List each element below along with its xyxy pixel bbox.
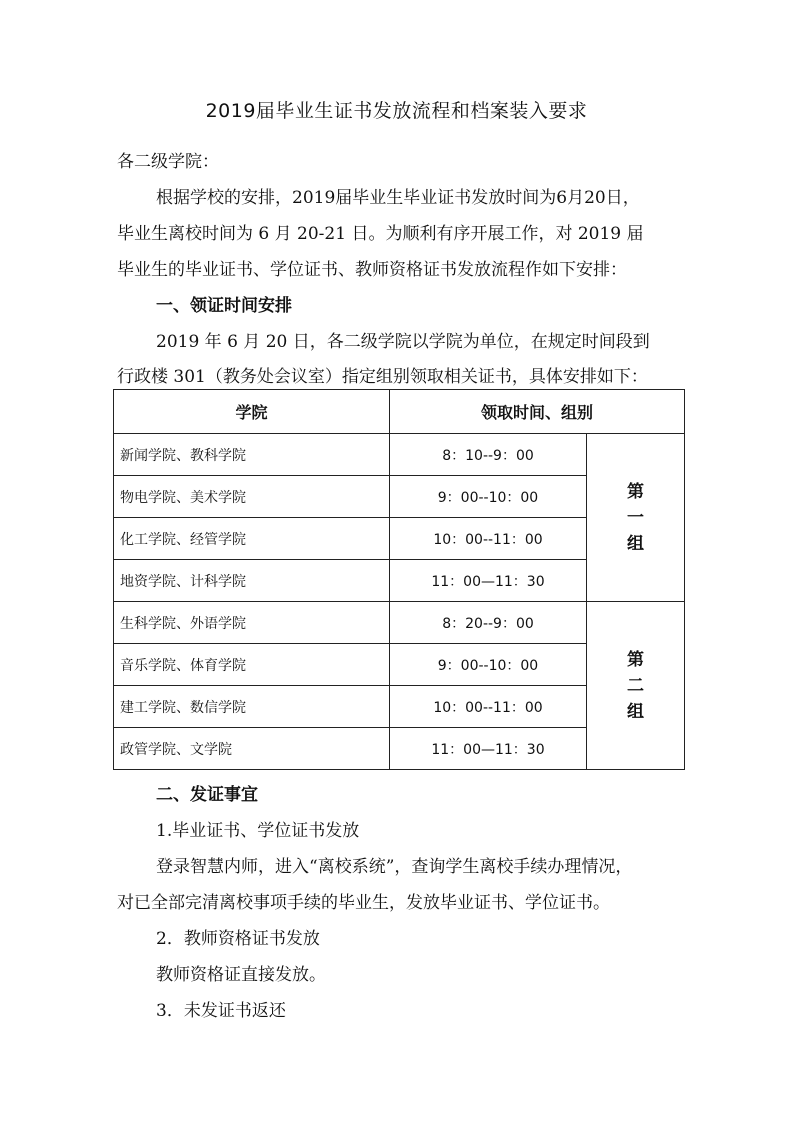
item-heading: 1.毕业证书、学位证书发放 — [156, 821, 360, 841]
time-cell: 10：00--11：00 — [390, 518, 587, 560]
group-cell — [587, 434, 685, 602]
group-char: 第 — [627, 649, 644, 670]
college-cell: 政管学院、文学院 — [114, 728, 390, 770]
group-char: 二 — [627, 675, 644, 696]
salutation: 各二级学院： — [117, 152, 219, 172]
time-cell: 9：00--10：00 — [390, 644, 587, 686]
college-cell: 建工学院、数信学院 — [114, 686, 390, 728]
column-header-college: 学院 — [114, 390, 390, 434]
table-row — [114, 602, 685, 644]
schedule-table — [113, 389, 685, 770]
paragraph-line: 对已全部完清离校事项手续的毕业生，发放毕业证书、学位证书。 — [117, 893, 610, 913]
paragraph-line: 教师资格证直接发放。 — [156, 965, 326, 985]
paragraph-line: 2019 年 6 月 20 日，各二级学院以学院为单位，在规定时间段到 — [156, 332, 650, 352]
item-heading: 2．教师资格证书发放 — [156, 929, 320, 949]
time-cell: 9：00--10：00 — [390, 476, 587, 518]
time-cell: 11：00—11：30 — [390, 728, 587, 770]
time-cell: 8：10--9：00 — [390, 434, 587, 476]
group-char: 组 — [627, 701, 644, 722]
group-cell — [587, 602, 685, 770]
college-cell: 生科学院、外语学院 — [114, 602, 390, 644]
college-cell: 音乐学院、体育学院 — [114, 644, 390, 686]
section-heading: 一、领证时间安排 — [156, 296, 292, 316]
group-char: 第 — [627, 481, 644, 502]
paragraph-line: 毕业生离校时间为 6 月 20-21 日。为顺利有序开展工作，对 2019 届 — [117, 224, 644, 244]
document-title: 2019届毕业生证书发放流程和档案装入要求 — [205, 100, 588, 122]
college-cell: 地资学院、计科学院 — [114, 560, 390, 602]
group-char: 组 — [627, 533, 644, 554]
college-cell: 新闻学院、教科学院 — [114, 434, 390, 476]
paragraph-line: 登录智慧内师，进入“离校系统”，查询学生离校手续办理情况， — [156, 857, 633, 877]
section-heading: 二、发证事宜 — [156, 785, 258, 805]
table-header-row — [114, 390, 685, 434]
time-cell: 8：20--9：00 — [390, 602, 587, 644]
paragraph-line: 行政楼 301（教务处会议室）指定组别领取相关证书，具体安排如下： — [117, 367, 648, 387]
time-cell: 11：00—11：30 — [390, 560, 587, 602]
college-cell: 化工学院、经管学院 — [114, 518, 390, 560]
time-cell: 10：00--11：00 — [390, 686, 587, 728]
college-cell: 物电学院、美术学院 — [114, 476, 390, 518]
table-row — [114, 434, 685, 476]
item-heading: 3．未发证书返还 — [156, 1001, 286, 1021]
paragraph-line: 毕业生的毕业证书、学位证书、教师资格证书发放流程作如下安排： — [117, 260, 627, 280]
group-char: 一 — [627, 507, 644, 528]
paragraph-line: 根据学校的安排，2019届毕业生毕业证书发放时间为6月20日， — [156, 188, 640, 208]
column-header-time-group: 领取时间、组别 — [390, 390, 685, 434]
